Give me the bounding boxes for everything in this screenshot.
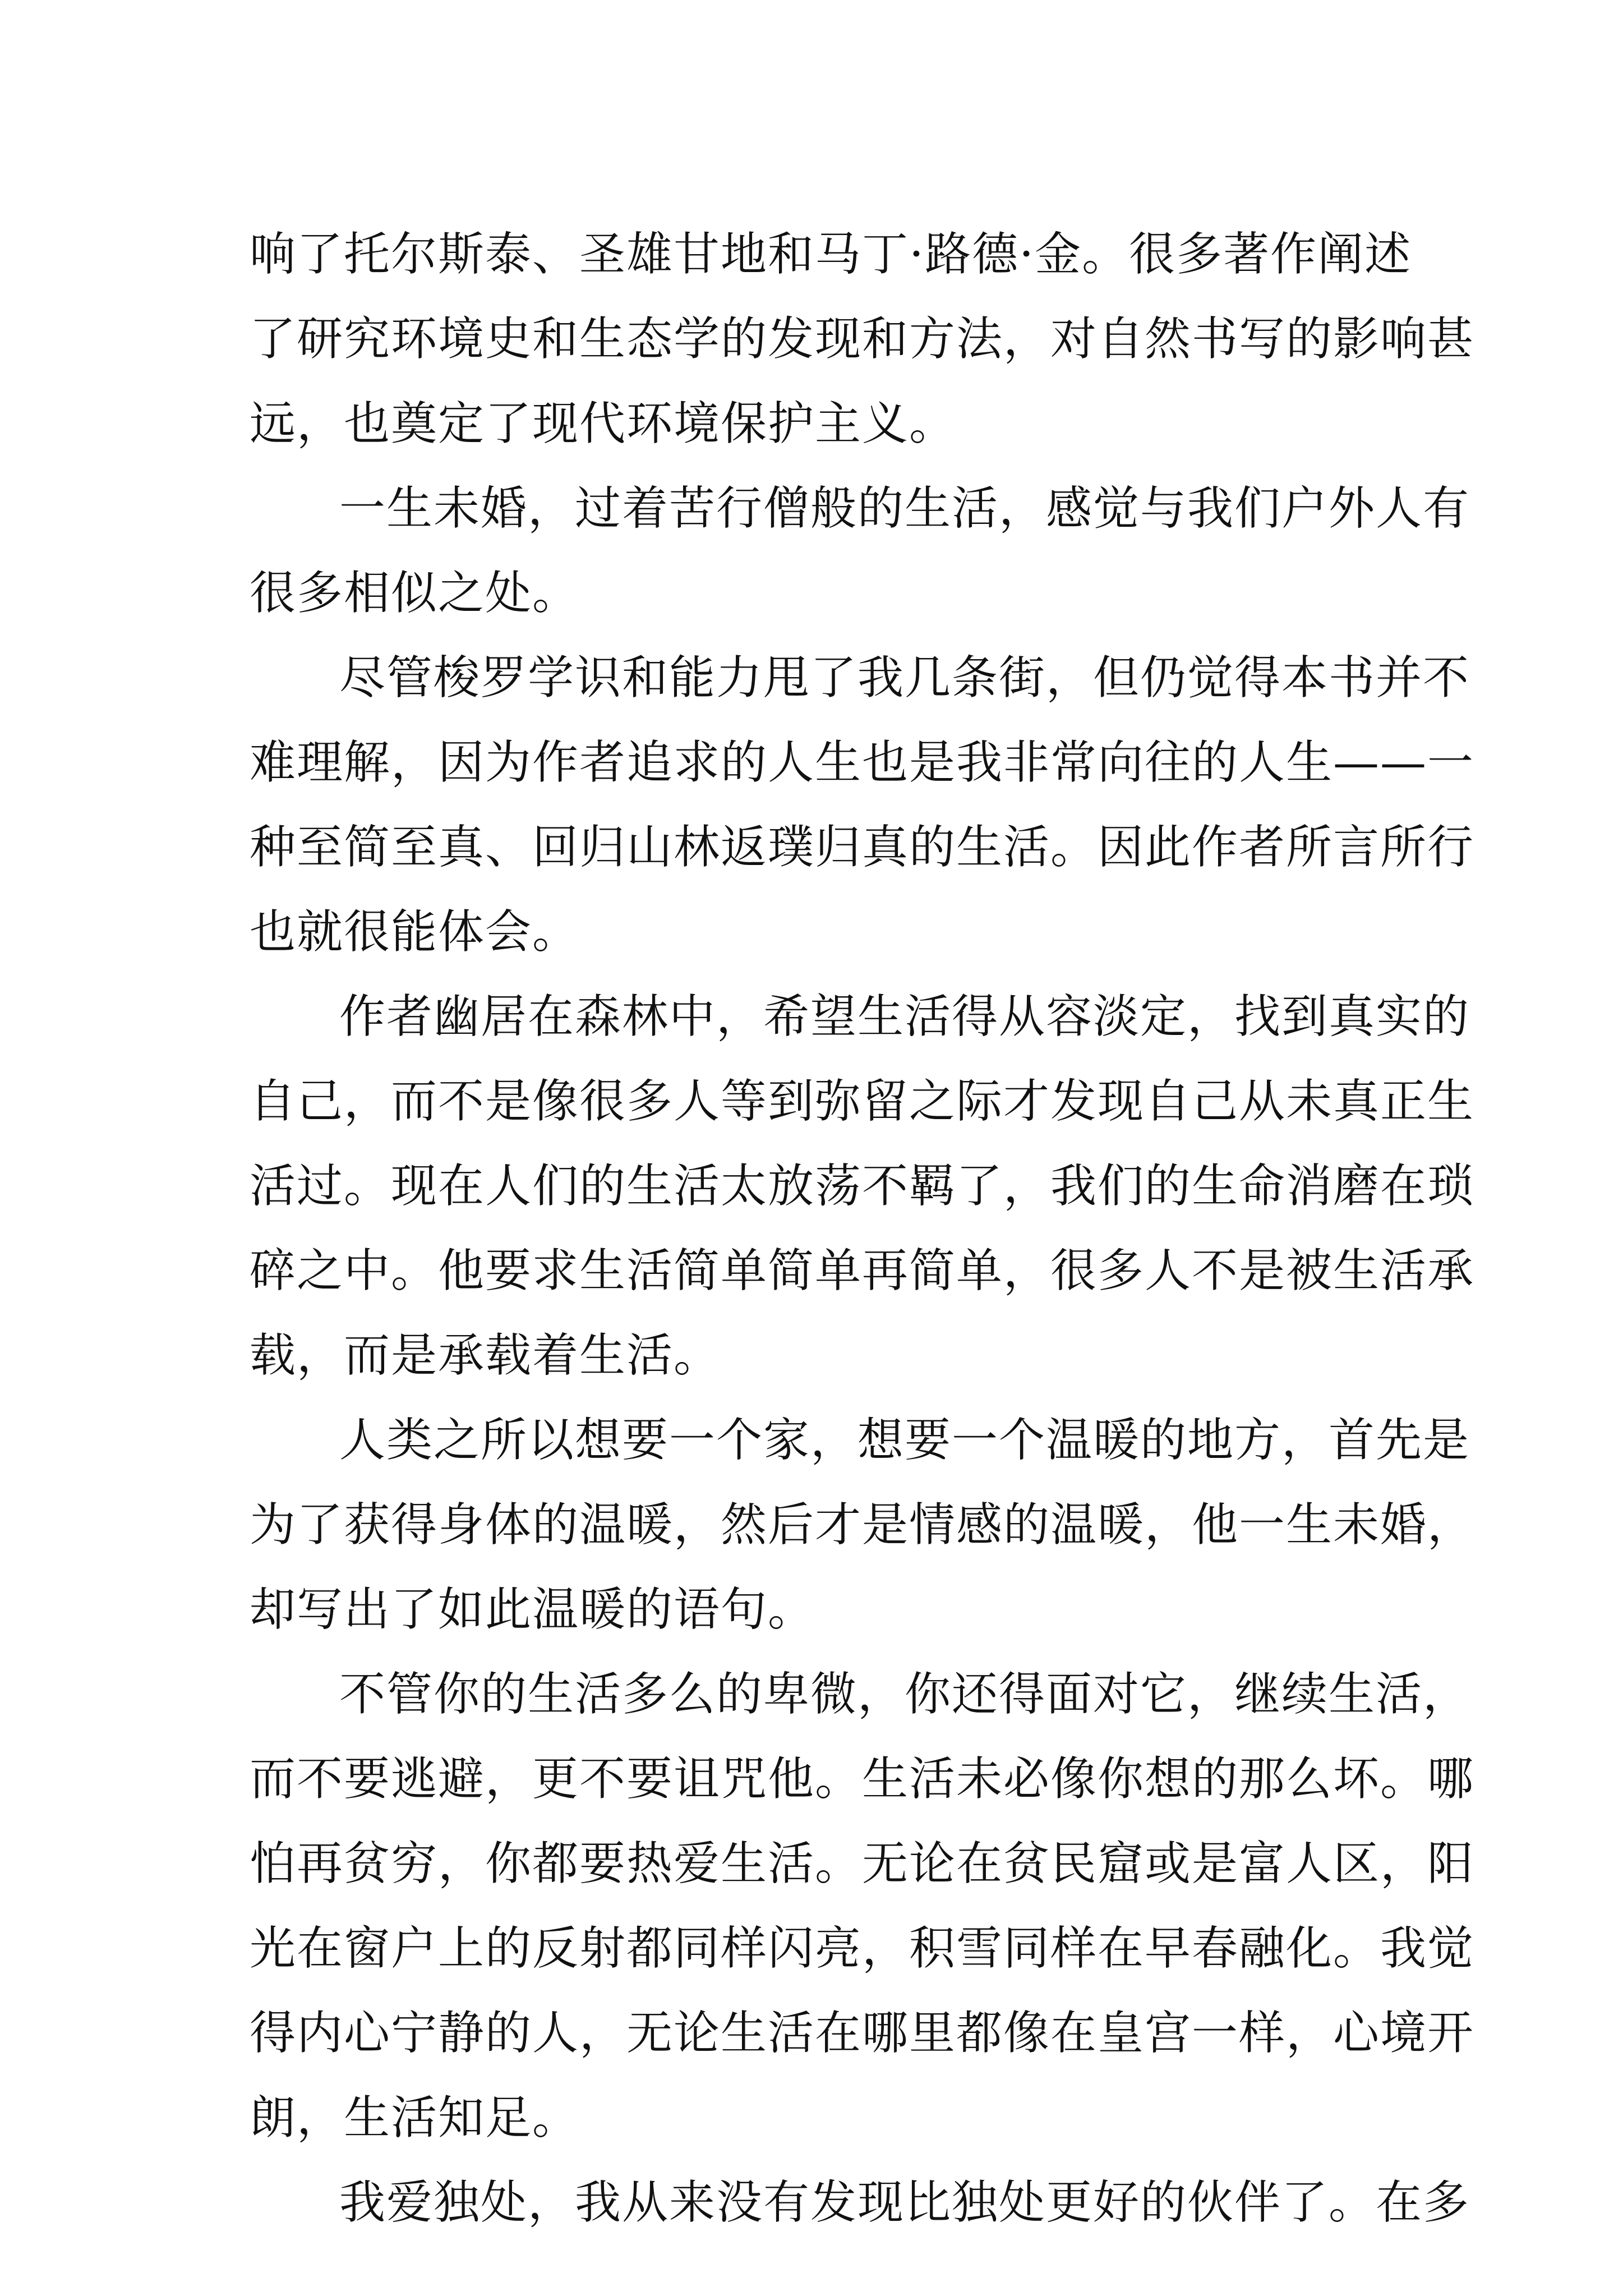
text-line: 了研究环境史和生态学的发现和方法，对自然书写的影响甚 [250, 312, 1475, 366]
text-line: 得内心宁静的人，无论生活在哪里都像在皇宫一样，心境开 [250, 2007, 1475, 2060]
text-line: 人类之所以想要一个家，想要一个温暖的地方，首先是 [339, 1414, 1470, 1467]
text-line: 光在窗户上的反射都同样闪亮，积雪同样在早春融化。我觉 [250, 1922, 1475, 1975]
text-line: 很多相似之处。 [250, 567, 580, 620]
text-line: 而不要逃避，更不要诅咒他。生活未必像你想的那么坏。哪 [250, 1752, 1475, 1806]
text-line: 尽管梭罗学识和能力甩了我几条街，但仍觉得本书并不 [339, 651, 1470, 705]
text-line: 朗，生活知足。 [250, 2091, 580, 2145]
text-line: 不管你的生活多么的卑微，你还得面对它，继续生活， [339, 1668, 1470, 1721]
text-line: 种至简至真、回归山林返璞归真的生活。因此作者所言所行 [250, 821, 1475, 874]
text-line: 我爱独处，我从来没有发现比独处更好的伙伴了。在多 [339, 2176, 1470, 2229]
text-line: 活过。现在人们的生活太放荡不羁了，我们的生命消磨在琐 [250, 1159, 1475, 1213]
paragraph [250, 974, 1475, 1398]
text-line: 一生未婚，过着苦行僧般的生活，感觉与我们户外人有 [339, 482, 1470, 535]
document-body [250, 212, 1475, 2245]
text-line: 远，也奠定了现代环境保护主义。 [250, 397, 957, 450]
text-line: 难理解，因为作者追求的人生也是我非常向往的人生——一 [250, 736, 1475, 789]
text-line: 为了获得身体的温暖，然后才是情感的温暖，他一生未婚， [250, 1498, 1475, 1552]
paragraph [250, 1652, 1475, 2160]
text-line: 怕再贫穷，你都要热爱生活。无论在贫民窟或是富人区，阳 [250, 1837, 1475, 1890]
text-line: 作者幽居在森林中，希望生活得从容淡定，找到真实的 [339, 990, 1470, 1043]
text-line: 却写出了如此温暖的语句。 [250, 1583, 815, 1636]
text-line: 碎之中。他要求生活简单简单再简单，很多人不是被生活承 [250, 1244, 1475, 1297]
paragraph [250, 466, 1470, 636]
text-line: 自己，而不是像很多人等到弥留之际才发现自己从未真正生 [250, 1075, 1475, 1128]
paragraph [250, 636, 1475, 974]
text-line: 也就很能体会。 [250, 905, 580, 959]
text-line: 响了托尔斯泰、圣雄甘地和马丁·路德·金。很多著作阐述 [250, 228, 1412, 281]
text-line: 载，而是承载着生活。 [250, 1329, 721, 1382]
paragraph [250, 2160, 1470, 2245]
paragraph [250, 212, 1475, 466]
paragraph [250, 1398, 1475, 1652]
